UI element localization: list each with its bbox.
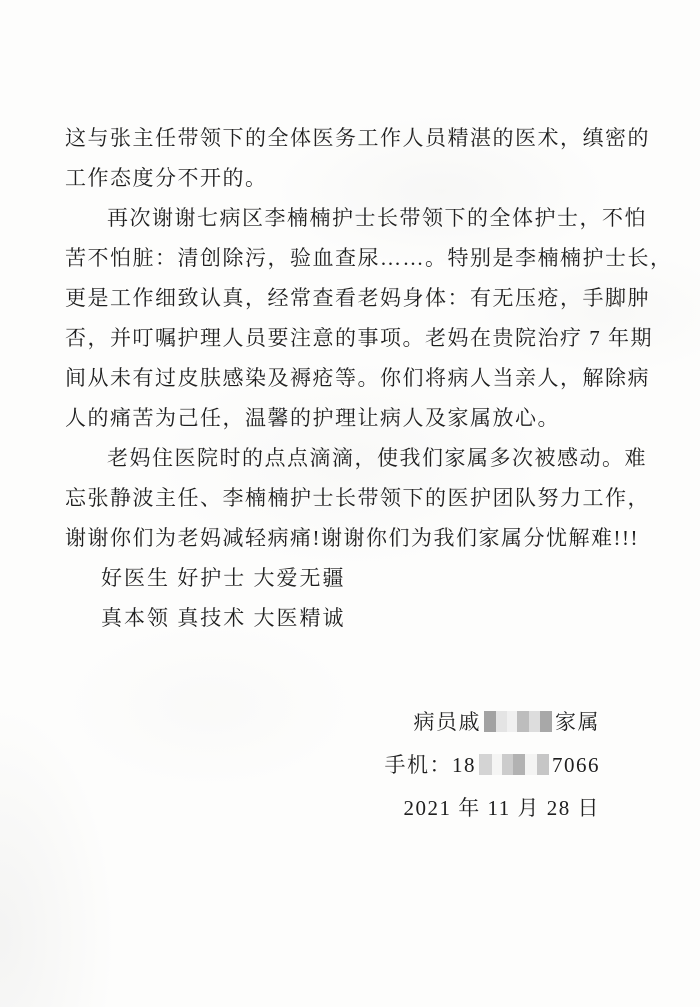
phone-redaction-mosaic [479, 754, 549, 775]
letter-line: 间从未有过皮肤感染及褥疮等。你们将病人当亲人，解除病 [65, 366, 650, 390]
date-line: 2021 年 11 月 28 日 [403, 796, 600, 820]
letter-line: 苦不怕脏：清创除污，验血查尿……。特别是李楠楠护士长， [65, 246, 673, 270]
letter-line: 人的痛苦为己任，温馨的护理让病人及家属放心。 [65, 406, 560, 430]
letter-line: 更是工作细致认真，经常查看老妈身体：有无压疮，手脚肿 [65, 286, 650, 310]
letter-line: 这与张主任带领下的全体医务工作人员精湛的医术，缜密的 [65, 126, 650, 150]
letter-line: 否，并叮嘱护理人员要注意的事项。老妈在贵院治疗 7 年期 [65, 326, 653, 350]
phone-prefix: 18 [452, 753, 476, 777]
slogan-line: 好医生 好护士 大爱无疆 [101, 566, 346, 590]
letter-line: 忘张静波主任、李楠楠护士长带领下的医护团队努力工作， [65, 486, 650, 510]
phone-label: 手机： [384, 753, 452, 777]
signatory-line [0, 701, 600, 744]
signatory-prefix: 病员戚 [413, 710, 481, 734]
signature-block [0, 701, 700, 830]
letter-line: 再次谢谢七病区李楠楠护士长带领下的全体护士，不怕 [107, 206, 647, 230]
signatory-suffix: 家属 [555, 710, 600, 734]
letter-line: 工作态度分不开的。 [65, 166, 268, 190]
phone-line [0, 744, 600, 787]
letter-line: 谢谢你们为老妈减轻病痛!谢谢你们为我们家属分忧解难!!! [65, 526, 639, 550]
letter-line: 老妈住医院时的点点滴滴，使我们家属多次被感动。难 [107, 446, 647, 470]
phone-suffix: 7066 [552, 753, 600, 777]
slogan-line: 真本领 真技术 大医精诚 [101, 606, 346, 630]
letter-body [65, 118, 673, 638]
name-redaction-mosaic [484, 711, 552, 732]
